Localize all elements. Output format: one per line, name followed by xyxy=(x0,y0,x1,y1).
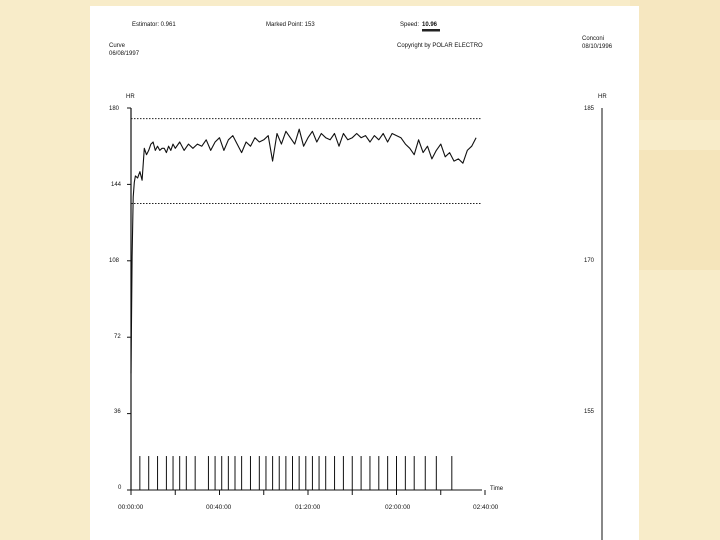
x-tick-label: 02:00:00 xyxy=(385,504,411,511)
right-tick-label: 170 xyxy=(584,258,595,264)
marked-point-text: Marked Point: 153 xyxy=(266,22,315,28)
hr-series-line xyxy=(131,129,476,373)
right-tick-label: 185 xyxy=(584,106,595,112)
y-tick-label: 0 xyxy=(118,485,122,491)
x-axis-label: Time xyxy=(490,486,504,492)
right-title: Conconi xyxy=(582,36,605,42)
copyright-text: Copyright by POLAR ELECTRO xyxy=(397,43,483,49)
chart-marks xyxy=(127,108,485,495)
y-tick-label: 36 xyxy=(114,409,121,415)
y-tick-label: 72 xyxy=(114,334,121,340)
background-stripe xyxy=(630,0,720,120)
speed-underline xyxy=(422,29,440,32)
x-tick-label: 01:20:00 xyxy=(295,504,321,511)
y-tick-label: 180 xyxy=(109,106,120,112)
chart-paper xyxy=(90,6,639,540)
right-axis-label: HR xyxy=(598,94,607,100)
x-tick-label: 00:00:00 xyxy=(118,504,144,511)
x-tick-label: 02:40:00 xyxy=(473,504,499,511)
y-tick-label: 108 xyxy=(109,258,120,264)
hr-chart xyxy=(90,6,639,540)
speed-value: 10.96 xyxy=(422,22,438,28)
y-axis-label: HR xyxy=(126,94,135,100)
background-stripe xyxy=(630,150,720,270)
right-date: 08/10/1996 xyxy=(582,44,613,50)
estimator-text: Estimator: 0.961 xyxy=(132,22,176,28)
y-tick-label: 144 xyxy=(111,182,122,188)
x-tick-label: 00:40:00 xyxy=(206,504,232,511)
right-tick-label: 155 xyxy=(584,409,595,415)
left-date: 06/08/1997 xyxy=(109,51,140,57)
speed-label: Speed: xyxy=(400,22,420,28)
left-title: Curve xyxy=(109,43,126,49)
